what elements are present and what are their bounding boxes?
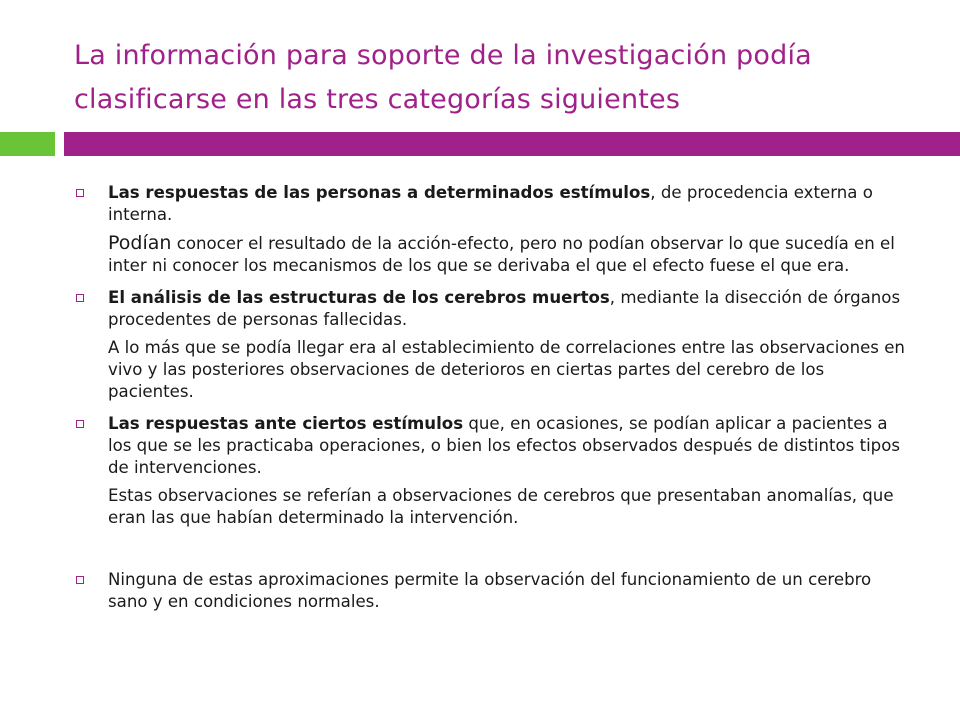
bullet-2-text: , mediante la disección de órganos procedentes de personas fallecidas.	[108, 288, 901, 329]
bullet-2-detail: A lo más que se podía llegar era al establecimiento de correlaciones entre las observaciones en vivo y las posteriores observaciones de deterioros en ciertas partes del cerebro de los pacientes.	[108, 338, 905, 401]
slide-title-line-1: La información para soporte de la investigación podía	[74, 40, 812, 71]
slide-title	[74, 34, 934, 122]
bullet-item-4	[74, 569, 914, 613]
bullet-1-detail-lead: Podían	[108, 232, 172, 254]
slide-title-line-2: clasificarse en las tres categorías siguientes	[74, 84, 681, 115]
bullet-item-1	[74, 182, 914, 226]
hollow-square-icon	[76, 420, 84, 428]
bullet-3-text: que, en ocasiones, se podían aplicar a pacientes a los que se les practicaba operaciones, o bien los efectos observados después de distintos tipos de intervenciones.	[108, 414, 901, 477]
bullet-2-bold: El análisis de las estructuras de los cerebros muertos	[108, 288, 610, 307]
bullet-1-detail	[74, 232, 914, 277]
bullet-3-bold: Las respuestas ante ciertos estímulos	[108, 414, 464, 433]
hollow-square-icon	[76, 576, 84, 584]
hollow-square-icon	[76, 294, 84, 302]
bullet-1-text: , de procedencia externa o interna.	[108, 183, 873, 224]
bullet-1-bold: Las respuestas de las personas a determinados estímulos	[108, 183, 651, 202]
bullet-4-text: Ninguna de estas aproximaciones permite la observación del funcionamiento de un cerebro sano y en condiciones normales.	[108, 570, 872, 611]
slide-body	[74, 182, 914, 613]
accent-bar-purple	[64, 132, 960, 156]
accent-bar-green	[0, 132, 55, 156]
bullet-item-3	[74, 413, 914, 479]
bullet-1-detail-text: conocer el resultado de la acción-efecto, pero no podían observar lo que sucedía en el inter ni conocer los mecanismos de los que se derivaba el que el efecto fuese el que era.	[108, 234, 895, 275]
bullet-item-2	[74, 287, 914, 331]
hollow-square-icon	[76, 189, 84, 197]
bullet-3-detail: Estas observaciones se referían a observaciones de cerebros que presentaban anomalías, que eran las que habían determinado la intervención.	[108, 486, 894, 527]
